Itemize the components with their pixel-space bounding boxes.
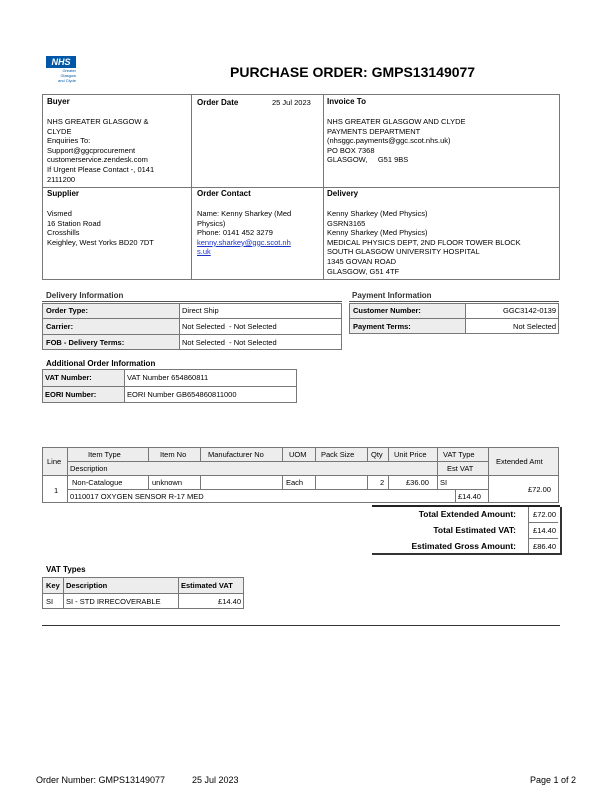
vat-row-estimated: £14.40 — [218, 597, 241, 606]
items-divider — [488, 447, 489, 503]
delivery-line: SOUTH GLASGOW UNIVERSITY HOSPITAL — [327, 247, 480, 257]
items-divider — [388, 447, 389, 461]
nhs-logo-mark: NHS — [46, 56, 76, 68]
address-grid-divider — [191, 94, 192, 280]
items-divider — [388, 475, 389, 489]
buyer-address — [47, 117, 189, 184]
col-line: Line — [47, 457, 62, 466]
col-manufacturer-no: Manufacturer No — [208, 450, 264, 459]
payment-terms-label: Payment Terms: — [353, 322, 411, 331]
order-contact-heading: Order Contact — [197, 189, 251, 198]
invoice-line: PAYMENTS DEPARTMENT — [327, 126, 421, 136]
vat-col-estimated: Estimated VAT — [181, 581, 233, 590]
row-extended-amt: £72.00 — [528, 485, 551, 494]
total-vat-label: Total Estimated VAT: — [433, 525, 516, 535]
invoice-line: (nhsggc.payments@ggc.scot.nhs.uk) — [327, 136, 451, 146]
items-divider — [367, 475, 368, 489]
items-divider — [67, 489, 488, 490]
row-vat-type: SI — [440, 478, 448, 487]
order-type-label: Order Type: — [46, 306, 88, 315]
row-description: 0110017 OXYGEN SENSOR R-17 MED — [70, 492, 204, 501]
footer-page: Page 1 of 2 — [529, 775, 576, 785]
vat-number-label: VAT Number: — [45, 373, 92, 382]
col-item-type: Item Type — [88, 450, 121, 459]
col-uom: UOM — [289, 450, 307, 459]
row-item-type: Non-Catalogue — [72, 478, 123, 487]
carrier-label: Carrier: — [46, 322, 74, 331]
items-divider — [42, 475, 559, 476]
address-grid-divider — [42, 187, 560, 188]
delivery-line: MEDICAL PHYSICS DEPT, 2ND FLOOR TOWER BLOCK — [327, 237, 521, 247]
additional-info-divider — [42, 386, 297, 387]
vat-row-description: SI - STD IRRECOVERABLE — [66, 597, 161, 606]
delivery-address — [327, 209, 521, 276]
vat-types-divider — [42, 593, 244, 594]
invoice-to-address — [327, 117, 466, 165]
eori-number-value: EORI Number GB654860811000 — [127, 390, 237, 399]
carrier-value: Not Selected - Not Selected — [182, 322, 277, 331]
buyer-line: NHS GREATER GLASGOW & — [47, 117, 149, 126]
order-contact-line: Name: Kenny Sharkey (Med — [197, 209, 292, 218]
delivery-info-divider — [179, 303, 180, 350]
delivery-info-divider — [42, 318, 342, 319]
items-divider — [67, 447, 68, 503]
supplier-line: 16 Station Road — [47, 218, 101, 228]
col-est-vat: Est VAT — [447, 464, 474, 473]
items-divider — [200, 475, 201, 489]
totals-divider — [528, 538, 558, 539]
invoice-line: GLASGOW, G51 9BS — [327, 155, 409, 165]
address-grid-divider — [323, 94, 324, 280]
additional-info-title: Additional Order Information — [46, 359, 156, 368]
total-extended-value: £72.00 — [533, 510, 556, 519]
supplier-address — [47, 209, 154, 247]
items-divider — [67, 461, 488, 462]
items-divider — [282, 447, 283, 461]
delivery-line: Kenny Sharkey (Med Physics) — [327, 209, 428, 218]
delivery-info-rule — [42, 301, 342, 302]
supplier-line: Keighley, West Yorks BD20 7DT — [47, 237, 154, 247]
payment-terms-value: Not Selected — [513, 322, 556, 331]
order-date-label: Order Date — [197, 98, 239, 107]
delivery-info-title: Delivery Information — [46, 291, 124, 300]
eori-number-label: EORI Number: — [45, 390, 97, 399]
page-title: PURCHASE ORDER: GMPS13149077 — [230, 64, 476, 80]
supplier-line: Vismed — [47, 209, 72, 218]
buyer-line: If Urgent Please Contact -, 0141 — [47, 164, 155, 174]
row-item-no: unknown — [152, 478, 183, 487]
invoice-line: NHS GREATER GLASGOW AND CLYDE — [327, 117, 466, 126]
nhs-logo-sub2: and Clyde — [57, 78, 76, 83]
customer-number-value: GGC3142-0139 — [503, 306, 556, 315]
items-divider — [282, 475, 283, 489]
delivery-line: GSRN3165 — [327, 218, 366, 228]
total-vat-value: £14.40 — [533, 526, 556, 535]
order-contact-email[interactable]: s.uk — [197, 247, 211, 257]
row-uom: Each — [286, 478, 304, 487]
items-divider — [315, 447, 316, 461]
order-type-value: Direct Ship — [182, 306, 219, 315]
row-line: 1 — [54, 486, 59, 495]
order-contact-details — [197, 209, 291, 257]
row-est-vat: £14.40 — [458, 492, 481, 501]
delivery-line: GLASGOW, G51 4TF — [327, 266, 400, 276]
buyer-heading: Buyer — [47, 97, 70, 106]
delivery-info-divider — [42, 334, 342, 335]
col-vat-type: VAT Type — [443, 450, 475, 459]
section-rule — [42, 625, 560, 626]
total-extended-label: Total Extended Amount: — [418, 509, 516, 519]
buyer-line: CLYDE — [47, 126, 72, 136]
payment-info-title: Payment Information — [352, 291, 432, 300]
invoice-line: PO BOX 7368 — [327, 145, 375, 155]
gross-amount-label: Estimated Gross Amount: — [411, 541, 516, 551]
vat-types-divider — [178, 577, 179, 609]
payment-info-divider — [349, 318, 559, 319]
payment-info-rule — [349, 301, 559, 302]
delivery-line: 1345 GOVAN ROAD — [327, 256, 397, 266]
items-divider — [455, 489, 456, 503]
supplier-line: Crosshills — [47, 228, 80, 238]
items-divider — [315, 475, 316, 489]
gross-amount-value: £86.40 — [533, 542, 556, 551]
col-qty: Qty — [371, 450, 383, 459]
col-extended-amt: Extended Amt — [496, 457, 543, 466]
footer-order-number: Order Number: GMPS13149077 — [36, 775, 166, 785]
col-pack-size: Pack Size — [321, 450, 355, 459]
items-divider — [148, 447, 149, 461]
buyer-line: Support@ggcprocurement — [47, 145, 136, 155]
order-contact-line: Physics) — [197, 218, 226, 228]
buyer-line: customerservice.zendesk.com — [47, 155, 148, 165]
totals-divider — [528, 522, 558, 523]
items-divider — [437, 475, 438, 489]
fob-value: Not Selected - Not Selected — [182, 338, 277, 347]
delivery-line: Kenny Sharkey (Med Physics) — [327, 228, 428, 238]
col-description: Description — [70, 464, 108, 473]
row-qty: 2 — [380, 478, 385, 487]
col-unit-price: Unit Price — [394, 450, 427, 459]
items-divider — [437, 447, 438, 475]
nhs-logo — [46, 56, 80, 86]
vat-col-key: Key — [46, 581, 60, 590]
vat-row-key: SI — [46, 597, 54, 606]
invoice-to-heading: Invoice To — [327, 97, 366, 106]
order-contact-email[interactable]: kenny.sharkey@ggc.scot.nh — [197, 237, 291, 247]
items-divider — [367, 447, 368, 461]
items-divider — [148, 475, 149, 489]
nhs-logo-sub1: Greater Glasgow — [60, 68, 76, 78]
col-item-no: Item No — [160, 450, 187, 459]
vat-types-divider — [63, 577, 64, 609]
footer-date: 25 Jul 2023 — [192, 775, 239, 785]
buyer-line: Enquiries To: — [47, 136, 91, 146]
delivery-heading: Delivery — [327, 189, 359, 198]
vat-types-title: VAT Types — [46, 565, 86, 574]
row-unit-price: £36.00 — [406, 478, 429, 487]
order-date-value: 25 Jul 2023 — [272, 98, 311, 107]
customer-number-label: Customer Number: — [353, 306, 421, 315]
buyer-line: 2111200 — [47, 174, 76, 184]
supplier-heading: Supplier — [47, 189, 80, 198]
vat-col-description: Description — [66, 581, 108, 590]
order-contact-line: Phone: 0141 452 3279 — [197, 228, 273, 238]
vat-number-value: VAT Number 654860811 — [127, 373, 209, 382]
items-divider — [200, 447, 201, 461]
fob-label: FOB - Delivery Terms: — [46, 338, 125, 347]
